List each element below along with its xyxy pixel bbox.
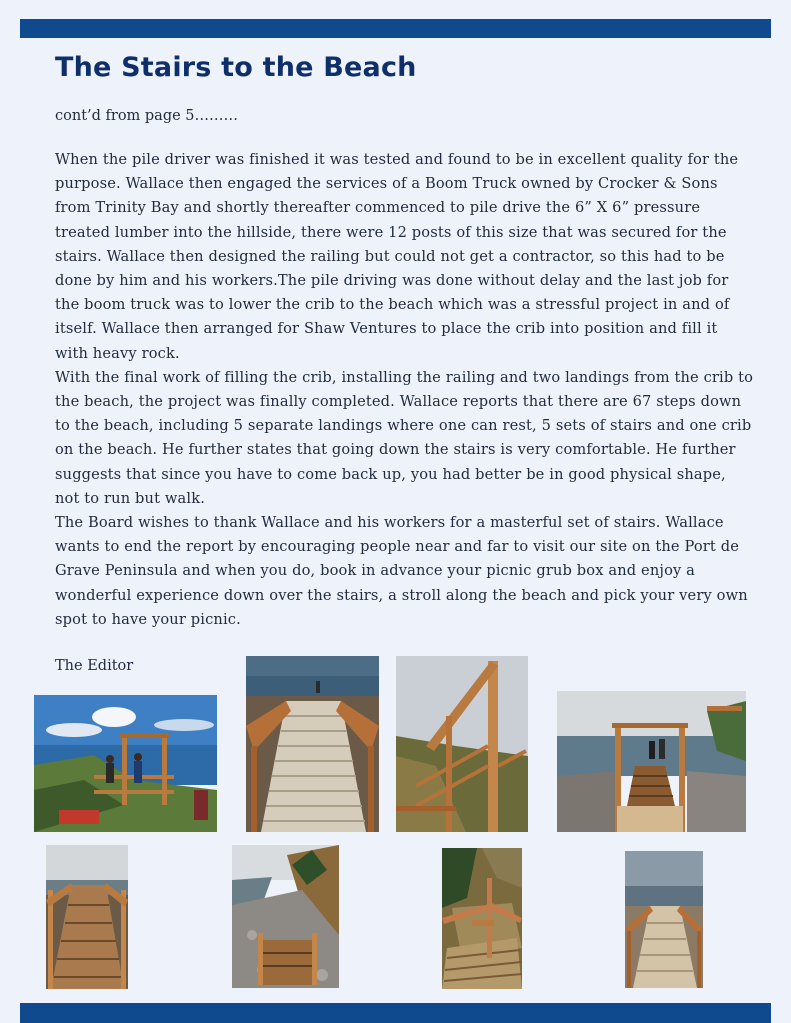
photo-stairs-rocky-shore bbox=[557, 691, 746, 832]
photo-stairs-down-ocean bbox=[246, 656, 379, 832]
paragraph-3: The Board wishes to thank Wallace and his workers for a masterful set of stairs. Wallace wants to end the report by encouraging people near and far to visit our site on the Port de Grave Peninsula and when you do, book in advance your picnic grub box and enjoy a wonderful experience down over the stairs, a stroll along the beach and pick your very own spot to have your picnic. bbox=[55, 514, 748, 628]
article-body bbox=[55, 148, 755, 632]
article-title: The Stairs to the Beach bbox=[55, 52, 417, 83]
bottom-banner-bar bbox=[20, 1003, 771, 1023]
paragraph-2: With the final work of filling the crib, installing the railing and two landings from the crib to the beach, the project was finally completed. Wallace reports that there are 67 steps down to the beach, including 5 separate landings where one can rest, 5 sets of stairs and one crib on the beach. He further states that going down the stairs is very comfortable. He further suggests that since you have to come back up, you had better be in good physical shape, not to run but walk. bbox=[55, 368, 754, 507]
photo-stairs-to-water bbox=[625, 851, 703, 988]
paragraph-1: When the pile driver was finished it was tested and found to be in excellent quality for the purpose. Wallace then engaged the services of a Boom Truck owned by Crocker & Sons from Trinity Bay and shortly thereafter commenced to pile drive the 6” X 6” pressure treated lumber into the hillside, there were 12 posts of this size that was secured for the stairs. Wallace then designed the railing but could not get a contractor, so this had to be done by him and his workers.The pile driving was done without delay and the last job for the boom truck was to lower the crib to the beach which was a stressful project in and of itself. Wallace then arranged for Shaw Ventures to place the crib into position and fill it with heavy rock. bbox=[55, 151, 739, 362]
continued-note: cont’d from page 5……… bbox=[55, 108, 239, 124]
top-banner-bar bbox=[20, 19, 771, 38]
photo-rocky-beach-crib bbox=[232, 845, 339, 988]
editor-signature: The Editor bbox=[55, 658, 134, 674]
photo-stairs-narrow bbox=[46, 845, 128, 989]
photo-post-frame bbox=[396, 656, 528, 832]
photo-workers-top-landing bbox=[34, 695, 217, 832]
photo-grassy-landing bbox=[442, 848, 522, 989]
